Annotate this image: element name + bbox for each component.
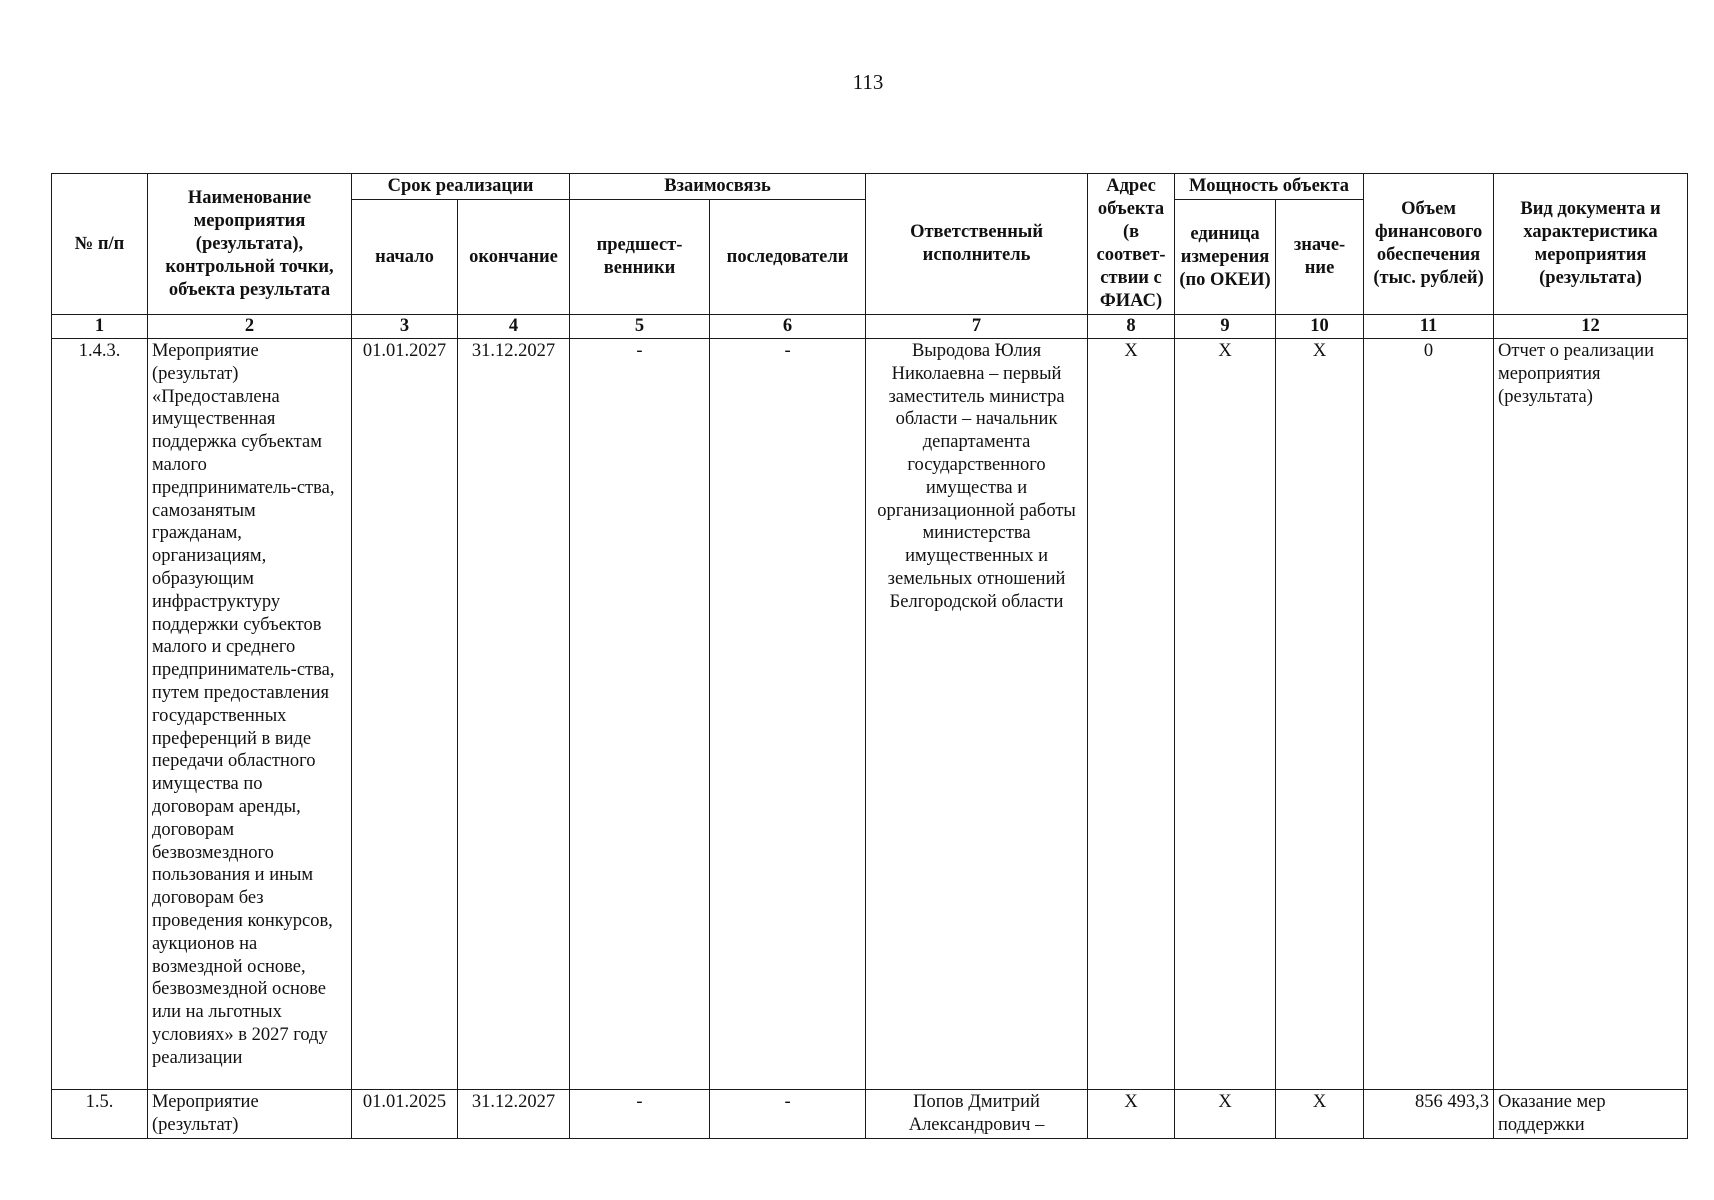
column-number: 7 — [866, 315, 1088, 339]
cell-num: 1.5. — [52, 1090, 148, 1139]
plan-table — [51, 173, 1688, 1139]
column-number: 9 — [1175, 315, 1276, 339]
column-number: 5 — [570, 315, 710, 339]
header-row-1 — [52, 174, 1688, 200]
cell-executor: Попов Дмитрий Александрович – — [866, 1090, 1088, 1139]
header-period: Срок реализации — [352, 174, 570, 200]
cell-finance: 856 493,3 — [1364, 1090, 1494, 1139]
column-number: 3 — [352, 315, 458, 339]
cell-value: X — [1276, 1090, 1364, 1139]
cell-finance: 0 — [1364, 339, 1494, 1090]
header-unit: единица измерения (по ОКЕИ) — [1175, 200, 1276, 315]
cell-predecessors: - — [570, 339, 710, 1090]
column-number: 10 — [1276, 315, 1364, 339]
header-address: Адрес объекта (в соответ-ствии с ФИАС) — [1088, 174, 1175, 315]
cell-unit: X — [1175, 339, 1276, 1090]
column-number: 4 — [458, 315, 570, 339]
page-number: 113 — [852, 70, 884, 94]
column-number: 1 — [52, 315, 148, 339]
cell-end: 31.12.2027 — [458, 1090, 570, 1139]
cell-predecessors: - — [570, 1090, 710, 1139]
cell-num: 1.4.3. — [52, 339, 148, 1090]
header-successors: последователи — [710, 200, 866, 315]
header-predecessors: предшест-венники — [570, 200, 710, 315]
cell-executor: Выродова Юлия Николаевна – первый заместитель министра области – начальник департамента государственного имущества и организационной работы министерства имущественных и земельных отношений Белгородской области — [866, 339, 1088, 1090]
header-doc-type: Вид документа и характеристика мероприятия (результата) — [1494, 174, 1688, 315]
cell-doc-type: Оказание мер поддержки — [1494, 1090, 1688, 1139]
header-finance: Объем финансового обеспечения (тыс. рублей) — [1364, 174, 1494, 315]
header-relation: Взаимосвязь — [570, 174, 866, 200]
cell-unit: X — [1175, 1090, 1276, 1139]
cell-address: X — [1088, 1090, 1175, 1139]
cell-end: 31.12.2027 — [458, 339, 570, 1090]
cell-successors: - — [710, 339, 866, 1090]
header-capacity: Мощность объекта — [1175, 174, 1364, 200]
cell-start: 01.01.2025 — [352, 1090, 458, 1139]
header-start: начало — [352, 200, 458, 315]
cell-doc-type: Отчет о реализации мероприятия (результата) — [1494, 339, 1688, 1090]
column-number-row — [52, 315, 1688, 339]
column-number: 11 — [1364, 315, 1494, 339]
cell-name: Мероприятие (результат) «Предоставлена имущественная поддержка субъектам малого предприниматель-ства, самозанятым гражданам, организациям, образующим инфраструктуру поддержки субъектов малого и среднего предприниматель-ства, путем предоставления государственных преференций в виде передачи областного имущества по договорам аренды, договорам безвозмездного пользования и иным договорам без проведения конкурсов, аукционов на возмездной основе, безвозмездной основе или на льготных условиях» в 2027 году реализации — [148, 339, 352, 1090]
header-num: № п/п — [52, 174, 148, 315]
header-name: Наименование мероприятия (результата), контрольной точки, объекта результата — [148, 174, 352, 315]
column-number: 6 — [710, 315, 866, 339]
column-number: 12 — [1494, 315, 1688, 339]
cell-name: Мероприятие (результат) — [148, 1090, 352, 1139]
table-row — [52, 339, 1688, 1090]
header-value: значе-ние — [1276, 200, 1364, 315]
header-end: окончание — [458, 200, 570, 315]
header-executor: Ответственный исполнитель — [866, 174, 1088, 315]
column-number: 8 — [1088, 315, 1175, 339]
table-row — [52, 1090, 1688, 1139]
cell-address: X — [1088, 339, 1175, 1090]
column-number: 2 — [148, 315, 352, 339]
cell-successors: - — [710, 1090, 866, 1139]
cell-start: 01.01.2027 — [352, 339, 458, 1090]
cell-value: X — [1276, 339, 1364, 1090]
